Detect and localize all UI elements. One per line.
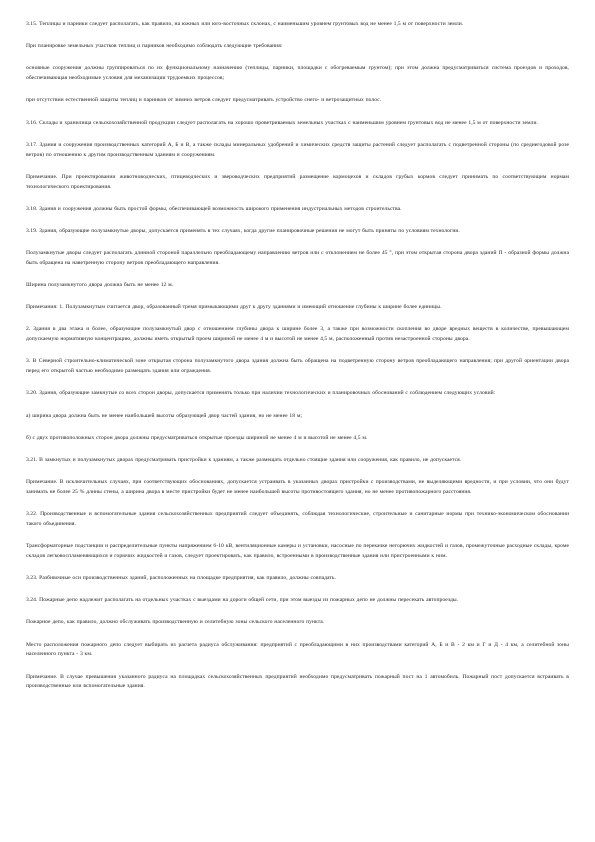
paragraph-substations: Трансформаторные подстанции и распределительные пункты напряжением 6-10 кВ, вентиляционные камеры и установки, насосные по перекачке негорючих жидкостей и газов, промежуточные расходные склады, кроме складов легковоспламеняющихся и горючих жидкостей и газов, следует проектировать, как правило, встроенными в производственные здания или пристроенными к ним. bbox=[26, 543, 569, 559]
paragraph-3-16: 3.16. Склады и хранилища сельскохозяйственной продукции следует располагать на хорошо проветриваемых земельных участках с наименьшим уровнем грунтовых вод не менее 1,5 м от поверхности земли. bbox=[26, 119, 538, 126]
paragraph-3-23: 3.23. Разбивочные оси производственных зданий, расположенных на площадке предприятия, как правило, должны совпадать. bbox=[26, 575, 336, 582]
paragraph-requirements-intro: При планировке земельных участков теплиц и парников необходимо соблюдать следующие требования: bbox=[26, 43, 283, 50]
paragraph-note-3: 3. В Северной строительно-климатической зоне открытая сторона полузамкнутого двора здания должна быть обращена на подветренную сторону ветров преобладающего направления; при другой ориентации двора перед его открытой частью необходимо размещать здания или ограждения. bbox=[26, 358, 569, 375]
paragraph-3-22: 3.22. Производственные и вспомогательные здания сельскохозяйственных предприятий следует объединять, соблюдая технологические, строительные и санитарные нормы при технико-экономическом обосновании такого объединения. bbox=[26, 511, 569, 527]
paragraph-3-19: 3.19. Здания, образующие полузамкнутые дворы, допускается применять в тех случаях, когда другие планировочные решения не могут быть приняты по условиям технологии. bbox=[26, 227, 460, 234]
paragraph-note-1: Примечания: 1. Полузамкнутым считается двор, образованный тремя примыкающими друг к другу зданиями и имеющий отношение глубины к ширине более единицы. bbox=[26, 304, 442, 311]
paragraph-3-17: 3.17. Здания и сооружения производственных категорий А, Б и В, а также склады минеральных удобрений и химических средств защиты растений следует располагать с подветренной стороны (по среднегодовой розе ветров) по отношению к другим производственным зданиям и сооружениям. bbox=[26, 141, 569, 158]
paragraph-3-18: 3.18. Здания и сооружения должны быть простой формы, обеспечивающей возможность широкого применения индустриальных методов строительства. bbox=[26, 205, 402, 212]
paragraph-3-20: 3.20. Здания, образующие замкнутые со всех сторон дворы, допускается применять только при наличии технологических и планировочных обоснований с соблюдением следующих условий: bbox=[26, 390, 496, 397]
paragraph-note-fire-post: Примечание. В случае превышения указанного радиуса на площадках сельскохозяйственных предприятий необходимо предусматривать пожарный пост на 1 автомобиль. Пожарный пост допускается встраивать в производственные или вспомогательные здания. bbox=[26, 673, 569, 690]
paragraph-condition-a: а) ширина двора должна быть не менее наибольшей высоты образующей двор частей здания, но не менее 18 м; bbox=[26, 412, 303, 419]
paragraph-note-2: 2. Здания в два этажа и более, образующие полузамкнутый двор с отношением глубины двора к ширине более 3, а также при возможности скопления во дворе вредных веществ в количестве, превышающем допускаемую нормативную концентрацию, должны иметь открытый проем шириной не менее 4 м и высотой не менее 4,5 м, расположенный против незастроенной стороны двора. bbox=[26, 326, 569, 343]
paragraph-grouping: основные сооружения должны группироваться по их функциональному назначению (теплицы, парники, площадки с обогреваемым грунтом); при этом должна предусматриваться система проездов и проходов, обеспечивающая необходимые условия для механизации трудоемких процессов; bbox=[26, 65, 569, 82]
paragraph-fire-depot-radius: Место расположения пожарного депо следует выбирать из расчета радиуса обслуживания: предприятий с преобладающими в них производствами категорий А, Б и В - 2 км и Г и Д - 4 км, а селитебной зоны населенного пункта - 3 км. bbox=[26, 641, 569, 658]
paragraph-note-livestock: Примечание. При проектировании животноводческих, птицеводческих и звероводческих предприятий размещение кормоцехов и складов грубых кормов следует принимать по соответствующим нормам технологического проектирования. bbox=[26, 173, 569, 190]
paragraph-yard-width: Ширина полузамкнутого двора должна быть не менее 12 м. bbox=[26, 282, 174, 289]
paragraph-note-exceptions: Примечание. В исключительных случаях, при соответствующих обоснованиях, допускается устраивать в указанных дворах пристройки с производствами, не выделяющими вредности, и при условии, что они будут занимать не более 25 % длины стены, а ширина двора в месте пристройки будет не менее наибольшей высоты противостоящего здания, но не менее противопожарного расстояния. bbox=[26, 479, 569, 495]
paragraph-fire-depot-zones: Пожарное депо, как правило, должно обслуживать производственную и селитебную зоны сельского населенного пункта. bbox=[26, 619, 325, 626]
paragraph-3-15: 3.15. Теплицы и парники следует располагать, как правило, на южных или юго-восточных склонах, с наименьшим уровнем грунтовых вод не менее 1,5 м от поверхности земли. bbox=[26, 21, 464, 27]
paragraph-3-21: 3.21. В замкнутых и полузамкнутых дворах предусматривать пристройки к зданиям, а также размещать отдельно стоящие здания или сооружения, как правило, не допускается. bbox=[26, 456, 462, 463]
paragraph-semi-closed-yards: Полузамкнутые дворы следует располагать длинной стороной параллельно преобладающему направлению ветров или с отклонением не более 45 °, при этом открытая сторона двора зданий П - образной формы должна быть обращена на наветренную сторону ветров преобладающего направления. bbox=[26, 250, 569, 266]
paragraph-wind-protection: при отсутствии естественной защиты теплиц и парников от зимних ветров следует предусматривать устройство снего- и ветрозащитных полос. bbox=[26, 97, 382, 104]
paragraph-3-24: 3.24. Пожарные депо надлежит располагать на отдельных участках с выездами на дороги общей сети, при этом выезды из пожарных депо не должны пересекать автопроезды. bbox=[26, 597, 459, 604]
paragraph-condition-b: б) с двух противоположных сторон двора должны предусматриваться открытые проезды шириной не менее 4 м и высотой не менее 4,5 м. bbox=[26, 434, 368, 441]
